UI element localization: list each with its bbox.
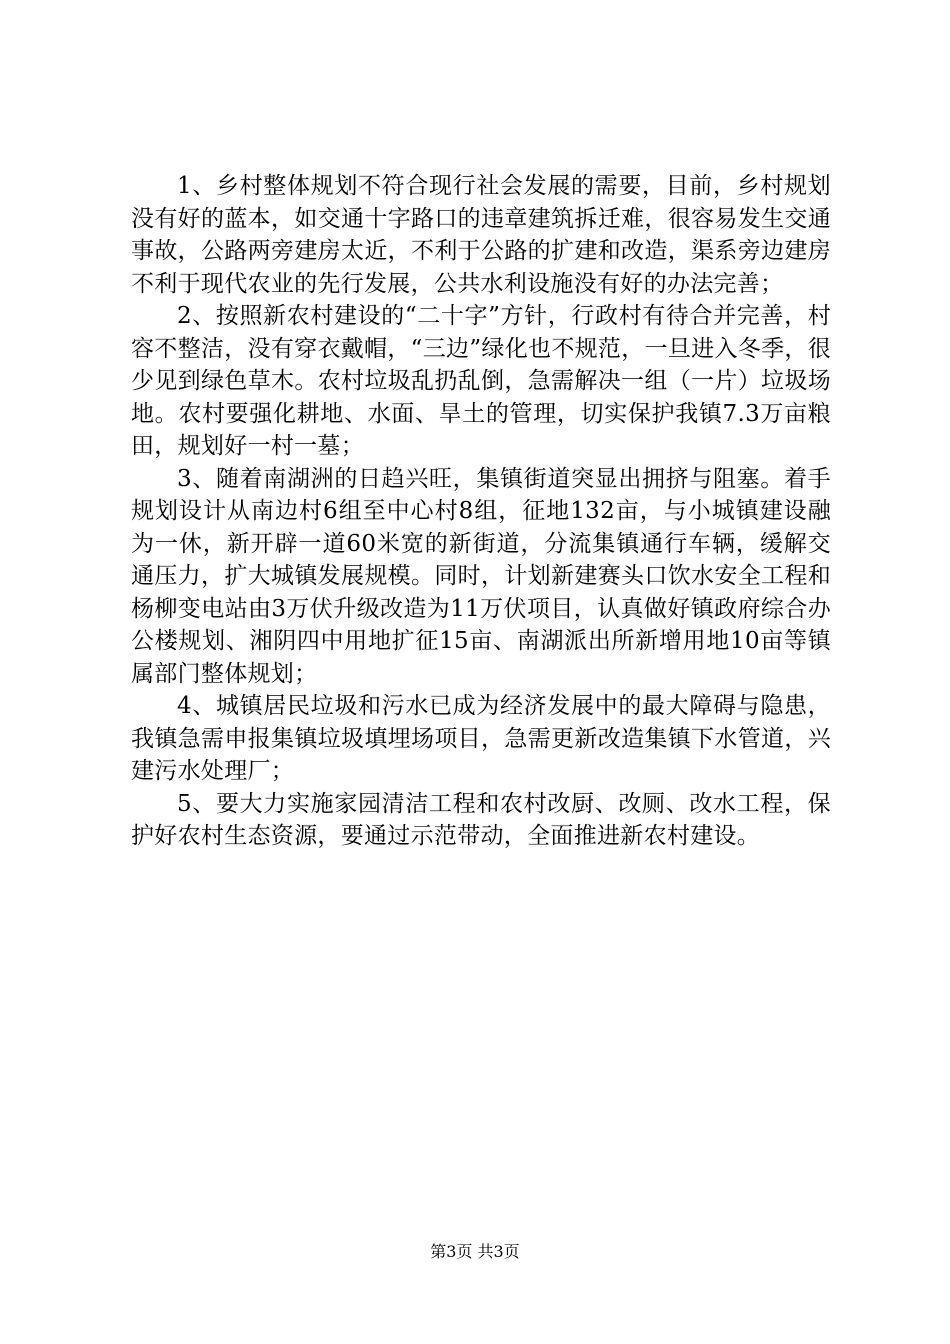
document-body [131, 170, 831, 853]
paragraph-3: 3、随着南湖洲的日趋兴旺，集镇街道突显出拥挤与阻塞。着手规划设计从南边村6组至中心村8组，征地132亩，与小城镇建设融为一休，新开辟一道60米宽的新街道，分流集镇通行车辆，缓解交通压力，扩大城镇发展规模。同时，计划新建赛头口饮水安全工程和杨柳变电站由3万伏升级改造为11万伏项目，认真做好镇政府综合办公楼规划、湘阴四中用地扩征15亩、南湖派出所新增用地10亩等镇属部门整体规划； [131, 465, 831, 687]
paragraph-2: 2、按照新农村建设的“二十字”方针，行政村有待合并完善，村容不整洁，没有穿衣戴帽，“三边”绿化也不规范，一旦进入冬季，很少见到绿色草木。农村垃圾乱扔乱倒，急需解决一组（一片）垃圾场地。农村要强化耕地、水面、旱土的管理，切实保护我镇7.3万亩粮田，规划好一村一墓； [131, 303, 831, 459]
page-number-label: 第3页 共3页 [430, 1242, 520, 1261]
paragraph-1: 1、乡村整体规划不符合现行社会发展的需要，目前，乡村规划没有好的蓝本，如交通十字路口的违章建筑拆迁难，很容易发生交通事故，公路两旁建房太近，不利于公路的扩建和改造，渠系旁边建房不利于现代农业的先行发展，公共水利设施没有好的办法完善； [131, 173, 831, 297]
paragraph-4: 4、城镇居民垃圾和污水已成为经济发展中的最大障碍与隐患，我镇急需申报集镇垃圾填埋场项目，急需更新改造集镇下水管道，兴建污水处理厂； [131, 693, 831, 784]
page-footer [0, 1241, 950, 1263]
paragraph-5: 5、要大力实施家园清洁工程和农村改厨、改厕、改水工程，保护好农村生态资源，要通过示范带动，全面推进新农村建设。 [131, 790, 831, 849]
